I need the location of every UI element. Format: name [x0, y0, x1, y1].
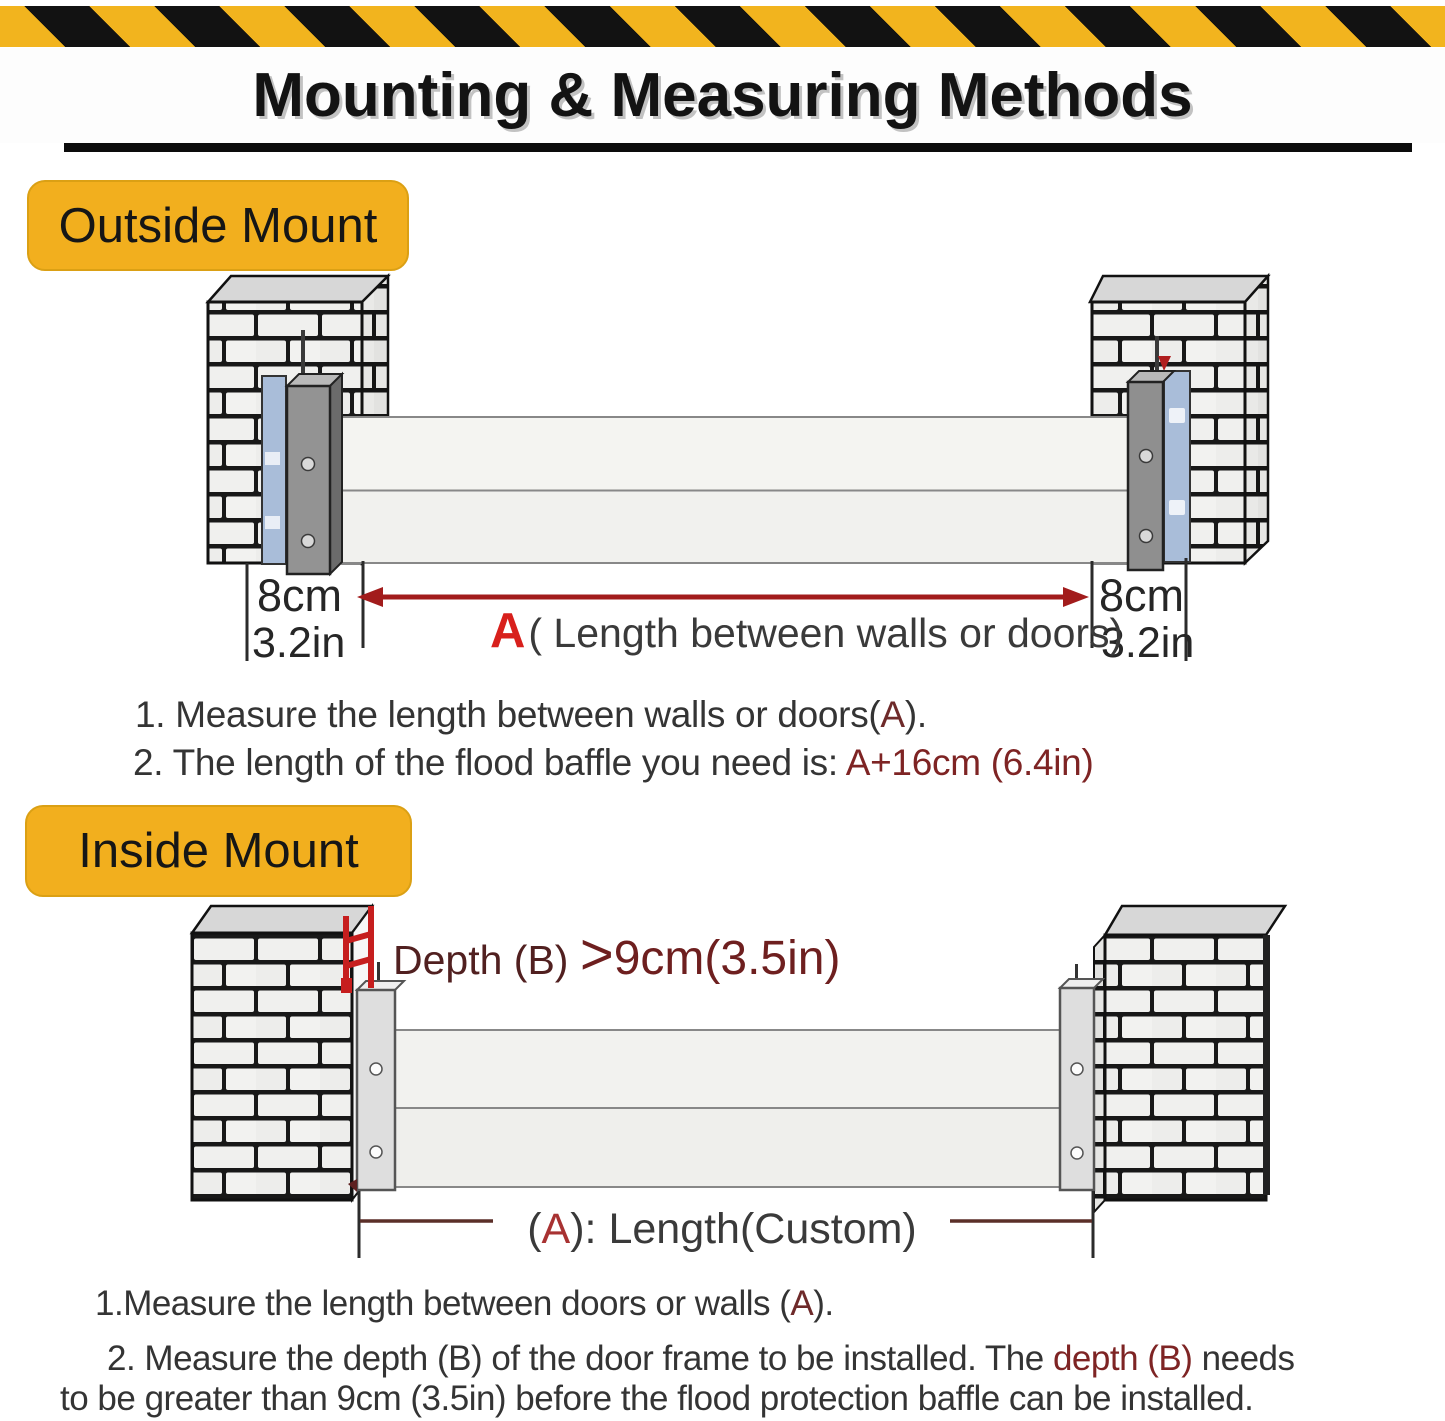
seal-strip-right [1164, 371, 1190, 562]
screw-hole [370, 1146, 382, 1158]
outside-mount-badge [27, 180, 409, 271]
inside-mount-diagram [192, 906, 1285, 1258]
screw-hole [302, 535, 315, 548]
inside-instruction-2-line1: 2. Measure the depth (B) of the door frame to be installed. The depth (B) needs [107, 1339, 1295, 1378]
screw-hole [1071, 1147, 1083, 1159]
outside-instruction-2: 2. The length of the flood baffle you need is: A+16cm (6.4in) [133, 742, 1094, 783]
length-custom-label: (A): Length(Custom) [527, 1205, 917, 1253]
inside-instruction-2-line2: to be greater than 9cm (3.5in) before the flood protection baffle can be installed. [60, 1379, 1254, 1418]
depth-label: Depth (B) >9cm(3.5in) [393, 922, 841, 987]
dim-32in-right: 3.2in [1101, 619, 1195, 667]
dim-8cm-left: 8cm [257, 570, 343, 621]
seal-strip-left [262, 376, 286, 564]
inside-mount-badge [25, 805, 412, 897]
outside-mount-diagram [208, 276, 1268, 667]
inside-left-channel [348, 962, 404, 1192]
screw-hole [1140, 450, 1153, 463]
outside-mount-badge-label: Outside Mount [58, 198, 378, 253]
screw-hole [302, 458, 315, 471]
outside-flood-baffle [330, 417, 1135, 563]
outside-instruction-1: 1. Measure the length between walls or doors(A). [135, 694, 927, 735]
inside-instruction-1: 1.Measure the length between doors or walls (A). [95, 1284, 834, 1323]
inside-mount-badge-label: Inside Mount [78, 824, 359, 878]
inside-flood-baffle [380, 1030, 1075, 1187]
dim-8cm-right: 8cm [1099, 570, 1185, 621]
left-gap-rod [301, 330, 305, 380]
screw-hole [1071, 1063, 1083, 1075]
page-title: Mounting & Measuring Methods [252, 61, 1193, 130]
screw-hole [1140, 530, 1153, 543]
span-length-label: A( Length between walls or doors) [490, 604, 1124, 658]
screw-hole [370, 1063, 382, 1075]
inside-right-pillar [1094, 906, 1285, 1212]
dim-32in-left: 3.2in [252, 619, 346, 667]
